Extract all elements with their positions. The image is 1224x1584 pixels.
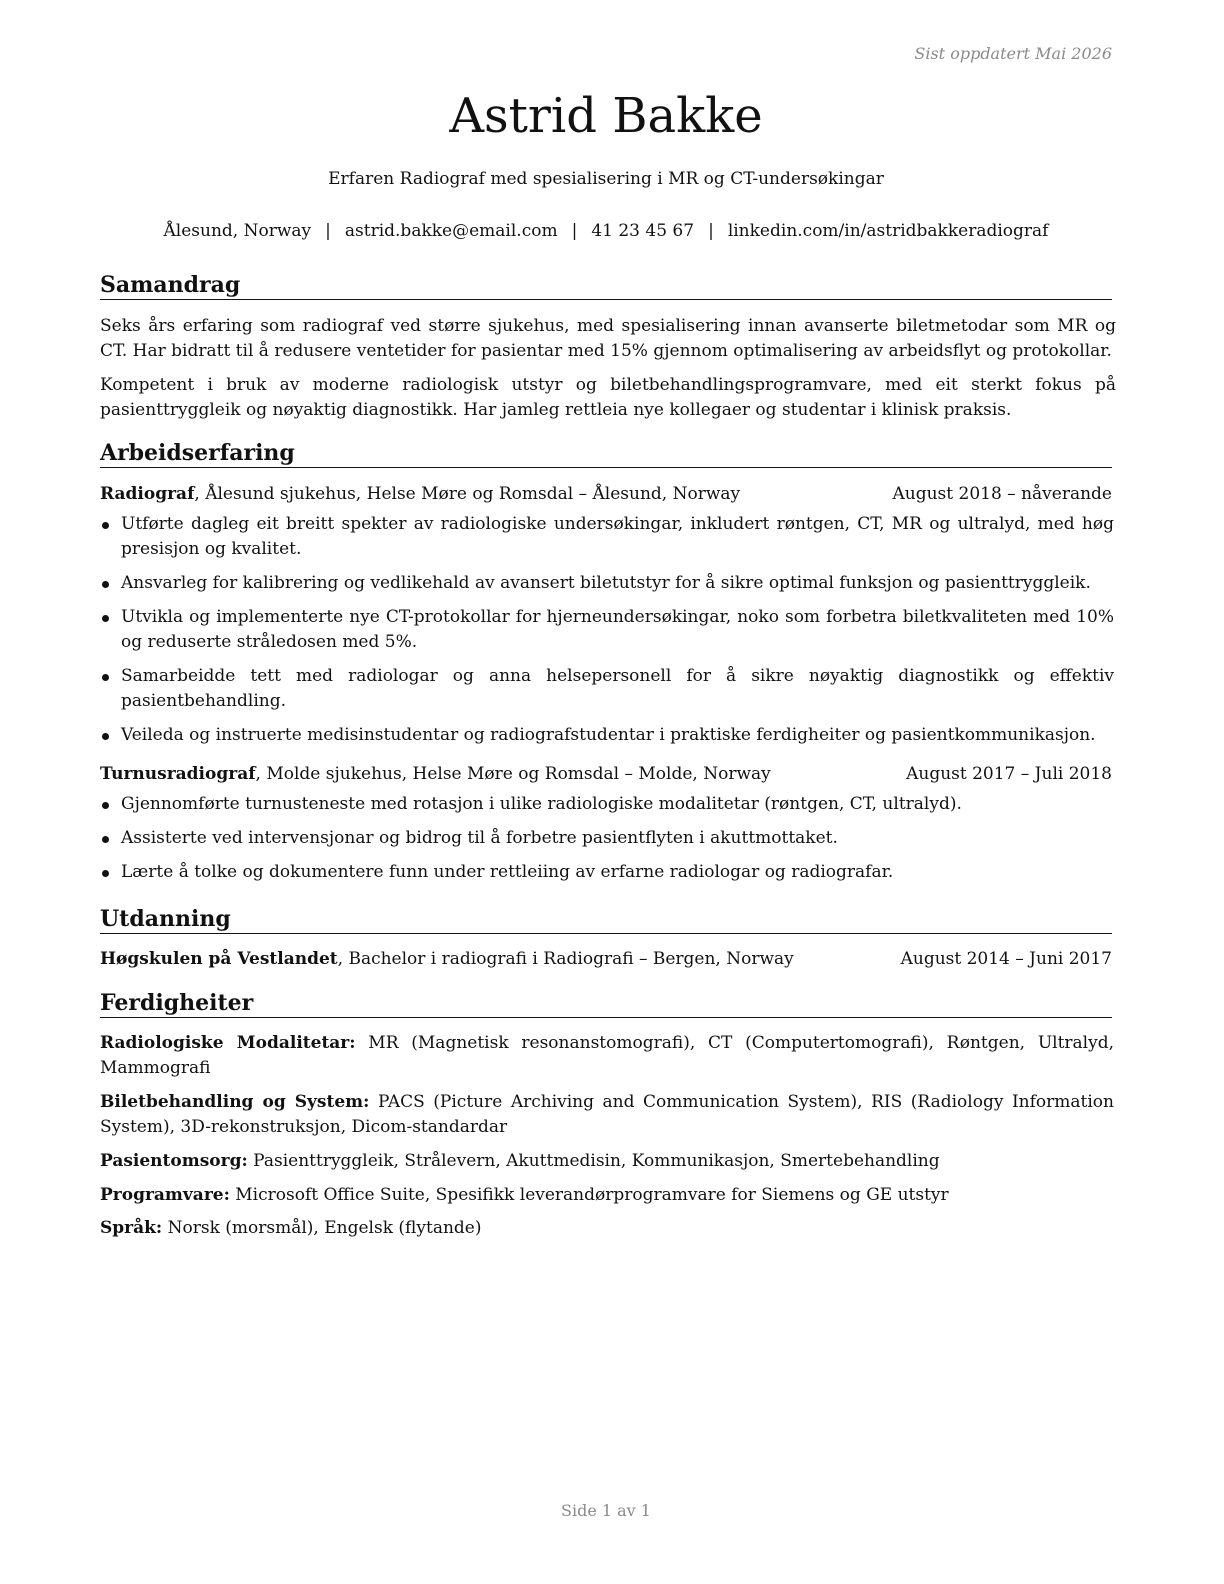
skill-value: Norsk (morsmål), Engelsk (flytande) bbox=[162, 1218, 482, 1238]
education-detail: , Bachelor i radiografi i Radiografi – Bergen, Norway bbox=[337, 949, 794, 969]
job-header bbox=[100, 762, 1112, 787]
job-bullets bbox=[100, 792, 1114, 894]
contact-email[interactable]: astrid.bakke@email.com bbox=[344, 221, 558, 241]
job-bullets bbox=[100, 512, 1114, 757]
section-title-summary: Samandrag bbox=[100, 271, 1112, 300]
summary-paragraph: Kompetent i bruk av moderne radiologisk utstyr og biletbehandlingsprogramvare, med eit sterkt fokus på pasienttryggleik og nøyaktig diagnostikk. Har jamleg rettleia nye kollegaer og studentar i klinisk praksis. bbox=[100, 375, 1116, 420]
skill-label: Språk: bbox=[100, 1218, 163, 1238]
section-title-experience: Arbeidserfaring bbox=[100, 439, 1112, 468]
candidate-name: Astrid Bakke bbox=[449, 88, 763, 144]
contact-location: Ålesund, Norway bbox=[163, 221, 312, 241]
job-header bbox=[100, 482, 1112, 507]
education-school: Høgskulen på Vestlandet bbox=[100, 949, 338, 969]
last-updated: Sist oppdatert Mai 2026 bbox=[914, 44, 1112, 63]
education-entry bbox=[100, 947, 1112, 972]
section-title-education: Utdanning bbox=[100, 905, 1112, 934]
list-item: Samarbeidde tett med radiologar og anna helsepersonell for å sikre nøyaktig diagnostikk og effektiv pasientbehandling. bbox=[100, 664, 1114, 714]
summary-paragraph: Seks års erfaring som radiograf ved større sjukehus, med spesialisering innan avanserte biletmetodar som MR og CT. Har bidratt til å redusere ventetider for pasientar med 15% gjennom optimalisering av arbeidsflyt og protokollar. bbox=[100, 316, 1116, 361]
list-item: Utvikla og implementerte nye CT-protokollar for hjerneundersøkingar, noko som forbetra biletkvaliteten med 10% og reduserte stråledosen med 5%. bbox=[100, 605, 1114, 655]
resume-page bbox=[100, 0, 1116, 1584]
contact-separator: | bbox=[571, 221, 578, 241]
job-organization: , Molde sjukehus, Helse Møre og Romsdal – Molde, Norway bbox=[255, 764, 771, 784]
skill-label: Radiologiske Modalitetar: bbox=[100, 1033, 356, 1053]
skill-value: PACS (Picture Archiving and Communication System), RIS (Radiology Information System), 3D-rekonstruksjon, Dicom-standardar bbox=[100, 1092, 1114, 1137]
job-organization: , Ålesund sjukehus, Helse Møre og Romsdal – Ålesund, Norway bbox=[194, 484, 741, 504]
list-item: Gjennomførte turnusteneste med rotasjon i ulike radiologiske modalitetar (røntgen, CT, ultralyd). bbox=[100, 792, 1114, 817]
job-role: Radiograf bbox=[100, 484, 195, 504]
job-dates: August 2017 – Juli 2018 bbox=[906, 764, 1112, 784]
contact-separator: | bbox=[325, 221, 331, 241]
page-number: Side 1 av 1 bbox=[561, 1501, 651, 1520]
skill-label: Programvare: bbox=[100, 1185, 230, 1205]
section-title-skills: Ferdigheiter bbox=[100, 989, 1112, 1018]
skill-value: Microsoft Office Suite, Spesifikk leverandørprogramvare for Siemens og GE utstyr bbox=[229, 1185, 949, 1205]
skill-row bbox=[100, 1090, 1114, 1140]
skill-label: Pasientomsorg: bbox=[100, 1151, 248, 1171]
headline: Erfaren Radiograf med spesialisering i MR og CT-undersøkingar bbox=[328, 169, 884, 189]
job-role: Turnusradiograf bbox=[100, 764, 256, 784]
skill-row bbox=[100, 1031, 1114, 1081]
list-item: Assisterte ved intervensjonar og bidrog til å forbetre pasientflyten i akuttmottaket. bbox=[100, 826, 1114, 851]
list-item: Lærte å tolke og dokumentere funn under rettleiing av erfarne radiologar og radiografar. bbox=[100, 860, 1114, 885]
contact-line bbox=[100, 219, 1112, 243]
contact-separator: | bbox=[708, 221, 714, 241]
skill-value: Pasienttryggleik, Strålevern, Akuttmedisin, Kommunikasjon, Smertebehandling bbox=[247, 1151, 940, 1171]
skill-row bbox=[100, 1149, 1114, 1174]
education-dates: August 2014 – Juni 2017 bbox=[900, 949, 1112, 969]
list-item: Ansvarleg for kalibrering og vedlikehald av avansert biletutstyr for å sikre optimal funksjon og pasienttryggleik. bbox=[100, 571, 1114, 596]
list-item: Utførte dagleg eit breitt spekter av radiologiske undersøkingar, inkludert røntgen, CT, MR og ultralyd, med høg presisjon og kvalitet. bbox=[100, 512, 1114, 562]
job-dates: August 2018 – nåverande bbox=[892, 484, 1112, 504]
skill-label: Biletbehandling og System: bbox=[100, 1092, 370, 1112]
contact-phone: 41 23 45 67 bbox=[591, 221, 695, 241]
skill-row bbox=[100, 1183, 1114, 1208]
skill-value: MR (Magnetisk resonanstomografi), CT (Computertomografi), Røntgen, Ultralyd, Mammografi bbox=[100, 1033, 1114, 1078]
skill-row bbox=[100, 1216, 1114, 1241]
list-item: Veileda og instruerte medisinstudentar og radiografstudentar i praktiske ferdigheiter og pasientkommunikasjon. bbox=[100, 723, 1114, 748]
contact-linkedin[interactable]: linkedin.com/in/astridbakkeradiograf bbox=[727, 221, 1049, 241]
